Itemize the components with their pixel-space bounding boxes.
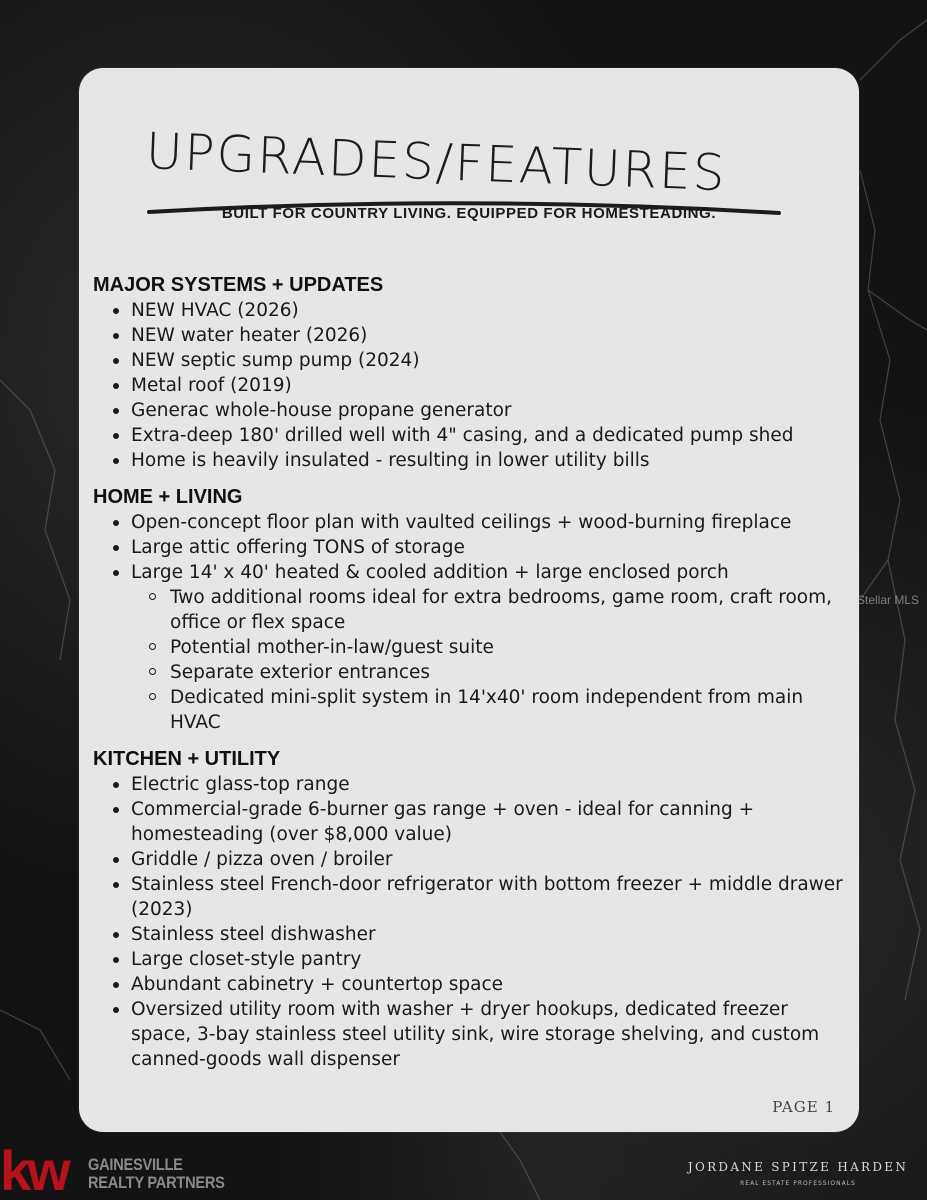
sublist-item: Potential mother-in-law/guest suite	[93, 635, 853, 660]
list-item: NEW HVAC (2026)	[93, 298, 853, 323]
section-heading: KITCHEN + UTILITY	[93, 748, 281, 770]
circle-bullet-icon	[149, 693, 156, 700]
bullet-icon	[113, 782, 119, 788]
sublist-item: Dedicated mini-split system in 14'x40' room independent from main HVAC	[93, 685, 853, 735]
circle-bullet-icon	[149, 668, 156, 675]
agent-name: JORDANE SPITZE HARDEN	[687, 1160, 909, 1174]
tagline: BUILT FOR COUNTRY LIVING. EQUIPPED FOR HOMESTEADING.	[221, 205, 717, 222]
section-major-systems	[93, 273, 853, 473]
bullet-icon	[113, 383, 119, 389]
brokerage-line-2: REALTY PARTNERS	[88, 1173, 225, 1192]
agent-tagline: REAL ESTATE PROFESSIONALS	[740, 1180, 856, 1187]
list-item: Extra-deep 180' drilled well with 4" casing, and a dedicated pump shed	[93, 423, 853, 448]
bullet-icon	[113, 458, 119, 464]
list-item: Large 14' x 40' heated & cooled addition + large enclosed porch	[93, 560, 853, 585]
circle-bullet-icon	[149, 643, 156, 650]
brokerage-line-1: GAINESVILLE	[88, 1155, 183, 1174]
list-item: NEW septic sump pump (2024)	[93, 348, 853, 373]
sublist-item: Two additional rooms ideal for extra bedrooms, game room, craft room, office or flex space	[93, 585, 853, 635]
bullet-icon	[113, 882, 119, 888]
feature-list	[93, 298, 853, 473]
circle-bullet-icon	[149, 593, 156, 600]
bullet-icon	[113, 308, 119, 314]
features-content	[93, 273, 853, 1084]
bullet-icon	[113, 333, 119, 339]
bullet-icon	[113, 1007, 119, 1013]
title-block	[79, 108, 859, 218]
list-item: NEW water heater (2026)	[93, 323, 853, 348]
title-underline	[79, 108, 859, 218]
list-item: Stainless steel French-door refrigerator with bottom freezer + middle drawer (2023)	[93, 872, 853, 922]
kw-logo-icon	[0, 1146, 86, 1196]
bullet-icon	[113, 932, 119, 938]
list-item: Large closet-style pantry	[93, 947, 853, 972]
section-home-living	[93, 485, 853, 735]
section-heading: MAJOR SYSTEMS + UPDATES	[93, 274, 384, 296]
list-item: Oversized utility room with washer + dryer hookups, dedicated freezer space, 3-bay stainless steel utility sink, wire storage shelving, and custom canned-goods wall dispenser	[93, 997, 853, 1072]
features-card	[79, 68, 859, 1132]
sublist-item: Separate exterior entrances	[93, 660, 853, 685]
feature-sublist	[93, 585, 853, 735]
bullet-icon	[113, 358, 119, 364]
feature-list	[93, 510, 853, 585]
bullet-icon	[113, 545, 119, 551]
section-kitchen-utility	[93, 747, 853, 1072]
list-item: Large attic offering TONS of storage	[93, 535, 853, 560]
page-title: UPGRADES/FEATURES	[144, 122, 728, 203]
mls-watermark: Stellar MLS	[857, 593, 920, 607]
svg-text:kw: kw	[0, 1146, 67, 1196]
list-item: Commercial-grade 6-burner gas range + oven - ideal for canning + homesteading (over $8,000 value)	[93, 797, 853, 847]
bullet-icon	[113, 857, 119, 863]
list-item: Generac whole-house propane generator	[93, 398, 853, 423]
section-heading: HOME + LIVING	[93, 486, 243, 508]
brokerage-name	[88, 1156, 225, 1192]
list-item: Griddle / pizza oven / broiler	[93, 847, 853, 872]
page-number: PAGE 1	[772, 1098, 835, 1116]
list-item: Abundant cabinetry + countertop space	[93, 972, 853, 997]
feature-list	[93, 772, 853, 1072]
bullet-icon	[113, 433, 119, 439]
list-item: Open-concept floor plan with vaulted ceilings + wood-burning fireplace	[93, 510, 853, 535]
list-item: Metal roof (2019)	[93, 373, 853, 398]
bullet-icon	[113, 982, 119, 988]
list-item: Electric glass-top range	[93, 772, 853, 797]
bullet-icon	[113, 807, 119, 813]
list-item: Stainless steel dishwasher	[93, 922, 853, 947]
bullet-icon	[113, 520, 119, 526]
bullet-icon	[113, 957, 119, 963]
bullet-icon	[113, 570, 119, 576]
bullet-icon	[113, 408, 119, 414]
list-item: Home is heavily insulated - resulting in lower utility bills	[93, 448, 853, 473]
